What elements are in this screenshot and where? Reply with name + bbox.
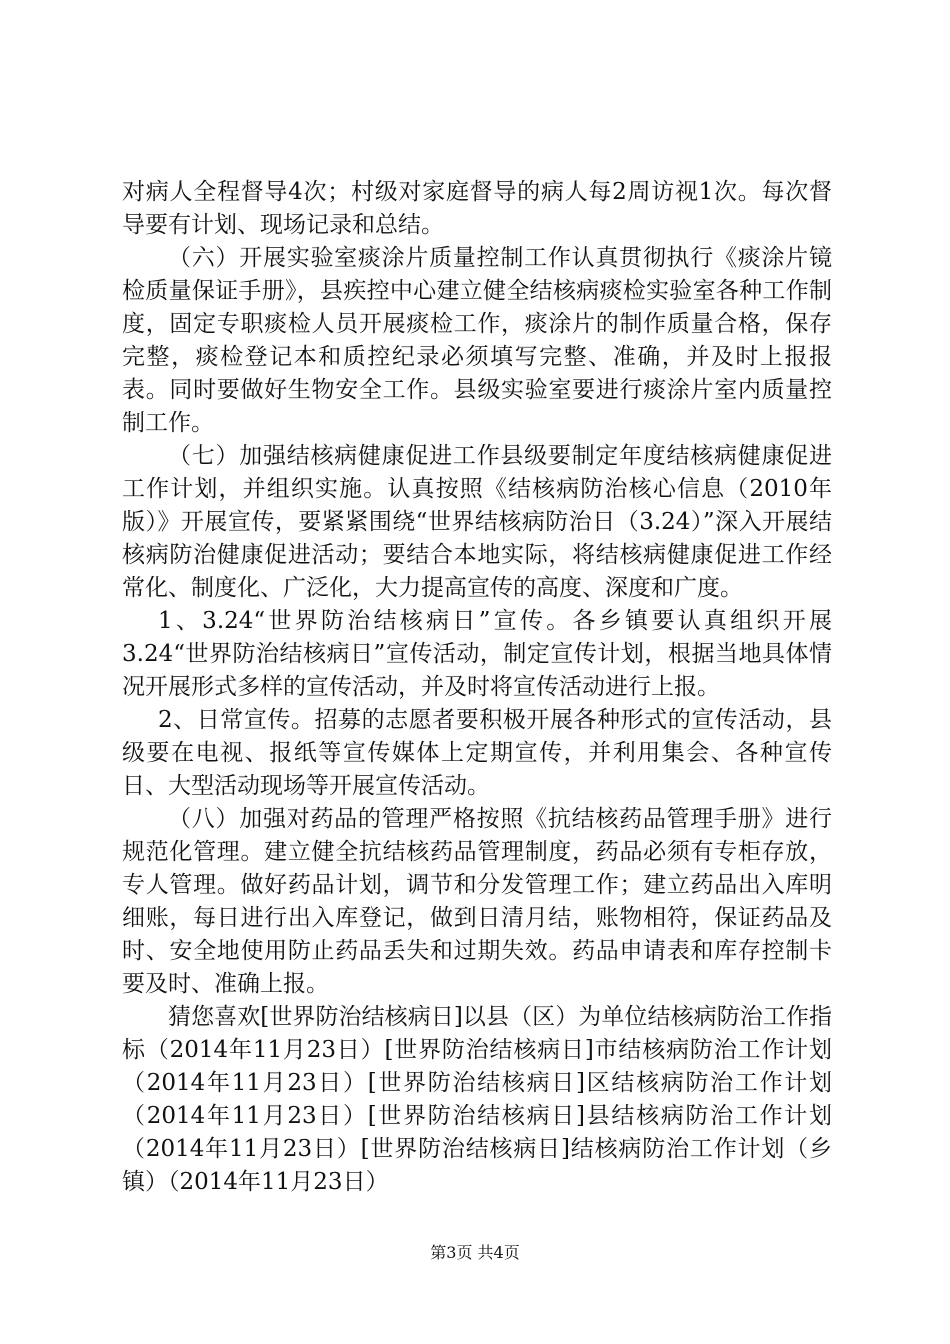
paragraph-related-links: 猜您喜欢[世界防治结核病日]以县（区）为单位结核病防治工作指标（2014年11月23日）[世界防治结核病日]市结核病防治工作计划（2014年11月23日）[世界防治结核病日]区结核病防治工作计划（2014年11月23日）[世界防治结核病日]县结核病防治工作计划（2014年11月23日）[世界防治结核病日]结核病防治工作计划（乡镇）（2014年11月23日） xyxy=(122,1004,832,1195)
paragraph-world-tb-day: 1、3.24“世界防治结核病日”宣传。各乡镇要认真组织开展3.24“世界防治结核病日”宣传活动，制定宣传计划，根据当地具体情况开展形式多样的宣传活动，并及时将宣传活动进行上报。 xyxy=(122,608,832,700)
paragraph-drug-management: （八）加强对药品的管理严格按照《抗结核药品管理手册》进行规范化管理。建立健全抗结核药品管理制度，药品必须有专柜存放，专人管理。做好药品计划，调节和分发管理工作；建立药品出入库明细账，每日进行出入库登记，做到日清月结，账物相符，保证药品及时、安全地使用防止药品丢失和过期失效。药品申请表和库存控制卡要及时、准确上报。 xyxy=(122,806,832,997)
paragraph-health-promotion: （七）加强结核病健康促进工作县级要制定年度结核病健康促进工作计划，并组织实施。认真按照《结核病防治核心信息（2010年版）》开展宣传，要紧紧围绕“世界结核病防治日（3.24）”深入开展结核病防治健康促进活动；要结合本地实际，将结核病健康促进工作经常化、制度化、广泛化，大力提高宣传的高度、深度和广度。 xyxy=(122,443,832,601)
paragraph-supervision: 对病人全程督导4次；村级对家庭督导的病人每2周访视1次。每次督导要有计划、现场记录和总结。 xyxy=(122,179,832,238)
document-body xyxy=(122,176,832,1199)
paragraph-daily-publicity: 2、日常宣传。招募的志愿者要积极开展各种形式的宣传活动，县级要在电视、报纸等宣传媒体上定期宣传，并利用集会、各种宣传日、大型活动现场等开展宣传活动。 xyxy=(122,707,832,799)
paragraph-lab-quality-control: （六）开展实验室痰涂片质量控制工作认真贯彻执行《痰涂片镜检质量保证手册》，县疾控中心建立健全结核病痰检实验室各种工作制度，固定专职痰检人员开展痰检工作，痰涂片的制作质量合格，保存完整，痰检登记本和质控纪录必须填写完整、准确，并及时上报报表。同时要做好生物安全工作。县级实验室要进行痰涂片室内质量控制工作。 xyxy=(122,245,832,436)
page-footer: 第3页 共4页 xyxy=(430,1243,520,1262)
